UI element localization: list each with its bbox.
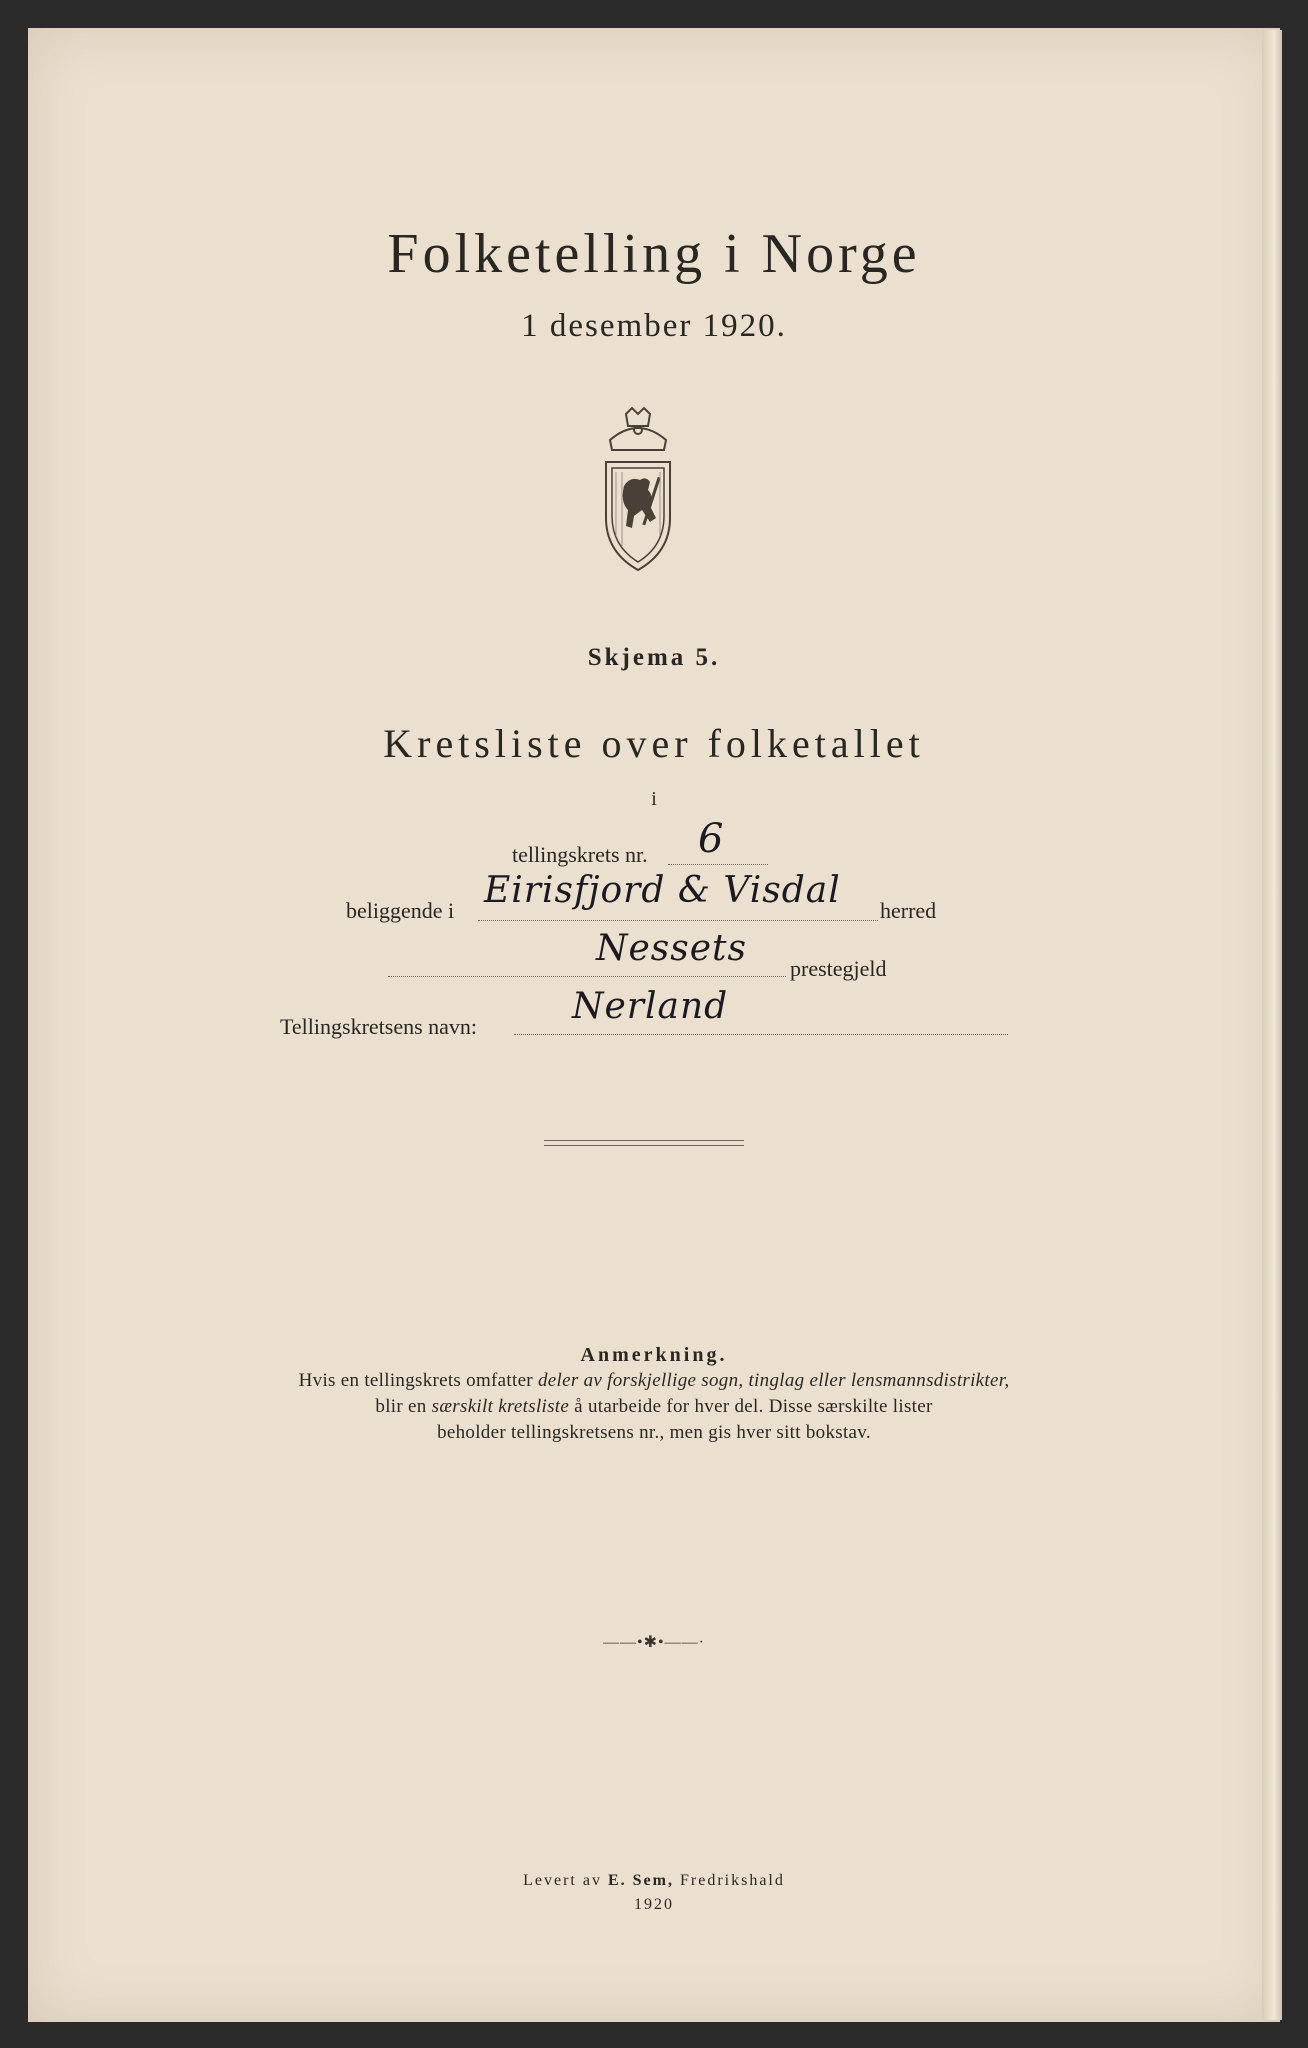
divider-rule-top [544,1140,744,1141]
navn-value: Nerland [572,986,729,1027]
beliggende-label: beliggende i [346,898,455,923]
herred-value: Eirisfjord & Visdal [484,870,841,911]
herred-line [478,920,878,921]
document-title: Folketelling i Norge [387,223,921,285]
navn-line [514,1034,1008,1035]
prestegjeld-label: prestegjeld [790,956,887,981]
note-title: Anmerkning. [580,1344,728,1366]
herred-label: herred [880,898,937,923]
note-line-2: blir en særskilt kretsliste å utarbeide for hver del. Disse særskilte lister [375,1396,933,1417]
printer-credit: Levert av E. Sem, Fredrikshald [523,1872,785,1889]
norwegian-coat-of-arms-icon [588,406,688,576]
connector-text: i [651,788,657,810]
prestegjeld-line [388,976,786,977]
printer-year: 1920 [634,1896,674,1913]
divider-rule-bottom [544,1145,744,1146]
prestegjeld-value: Nessets [596,928,747,969]
note-line-1: Hvis en tellingskrets omfatter deler av forskjellige sogn, tinglag eller lensmannsdistrikter, [298,1370,1010,1391]
note-line-3: beholder tellingskretsens nr., men gis hver sitt bokstav. [437,1422,871,1443]
census-date: 1 desember 1920. [521,308,787,344]
schema-number: Skjema 5. [587,644,721,671]
tellingskrets-label: tellingskrets nr. [512,842,648,867]
ornament-divider: ——•✱•——· [603,1634,705,1651]
tellingskrets-value: 6 [698,816,725,862]
navn-label: Tellingskretsens navn: [280,1014,478,1039]
form-heading: Kretsliste over folketallet [383,721,925,766]
tellingskrets-line [668,864,768,865]
